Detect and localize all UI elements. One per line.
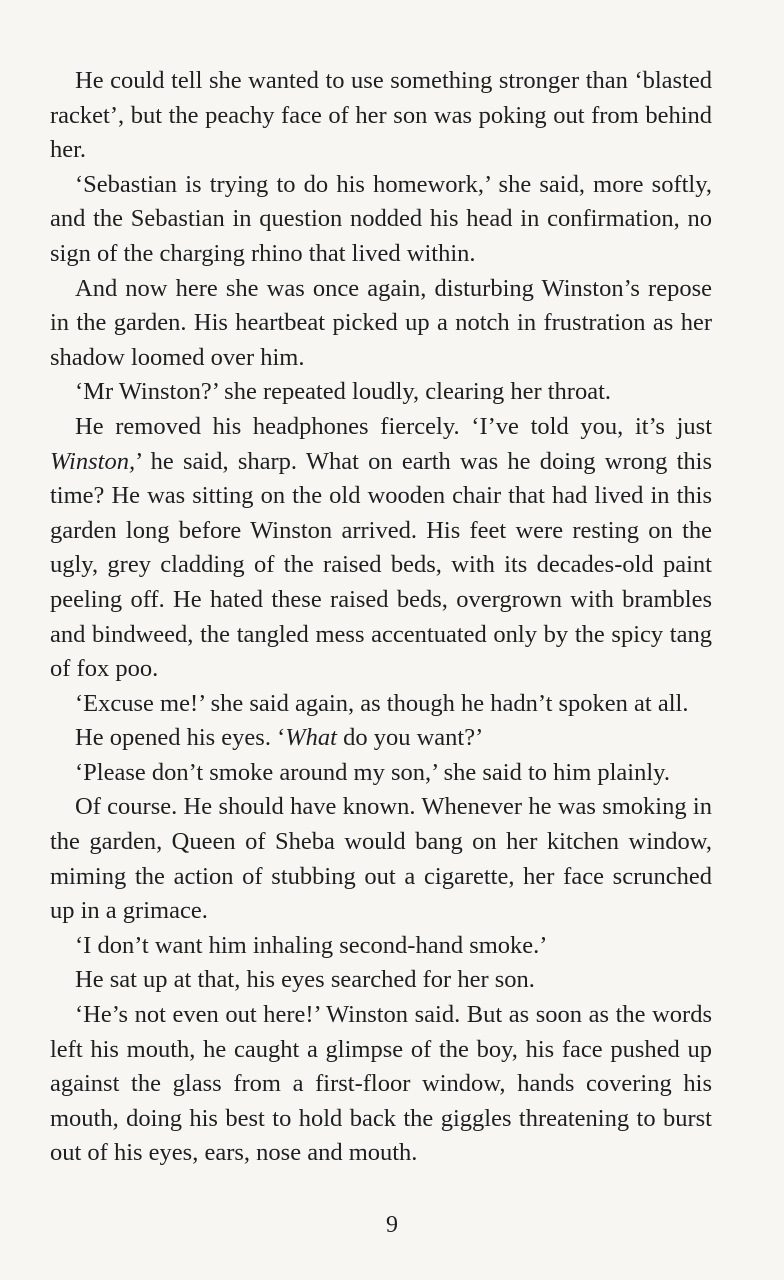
body-text (50, 64, 712, 1171)
paragraph: ‘Please don’t smoke around my son,’ she said to him plainly. (75, 758, 670, 786)
paragraph: He removed his headphones fiercely. ‘I’ve told you, it’s just Winston,’ he said, sharp. What on earth was he doing wrong this time? He was sitting on the old wooden chair that had lived in this garden long before Winston arrived. His feet were resting on the ugly, grey cladding of the raised beds, with its decades-old paint peeling off. He hated these raised beds, overgrown with brambles and bindweed, the tangled mess accentuated only by the spicy tang of fox poo. (50, 412, 712, 683)
paragraph: Of course. He should have known. Whenever he was smoking in the garden, Queen of Sheba would bang on her kitchen window, miming the action of stubbing out a cigarette, her face scrunched up in a grimace. (50, 793, 712, 925)
paragraph: He opened his eyes. ‘What do you want?’ (75, 724, 484, 752)
paragraph: ‘Excuse me!’ she said again, as though he hadn’t spoken at all. (75, 689, 689, 717)
italic-emphasis: What (285, 724, 337, 752)
paragraph: ‘He’s not even out here!’ Winston said. But as soon as the words left his mouth, he caught a glimpse of the boy, his face pushed up against the glass from a first-floor window, hands covering his mouth, doing his best to hold back the giggles threatening to burst out of his eyes, ears, nose and mouth. (50, 1001, 712, 1167)
paragraph: And now here she was once again, disturbing Winston’s repose in the garden. His heartbeat picked up a notch in frustration as her shadow loomed over him. (50, 274, 712, 371)
paragraph: He could tell she wanted to use something stronger than ‘blasted racket’, but the peachy face of her son was poking out from behind her. (50, 67, 712, 164)
italic-emphasis: Winston, (50, 447, 136, 475)
paragraph: ‘Sebastian is trying to do his homework,’ she said, more softly, and the Sebastian in question nodded his head in confirmation, no sign of the charging rhino that lived within. (50, 170, 712, 267)
paragraph: ‘I don’t want him inhaling second-hand smoke.’ (75, 931, 548, 959)
paragraph: He sat up at that, his eyes searched for her son. (75, 966, 535, 994)
page-number: 9 (386, 1212, 398, 1238)
paragraph: ‘Mr Winston?’ she repeated loudly, clearing her throat. (75, 378, 612, 406)
